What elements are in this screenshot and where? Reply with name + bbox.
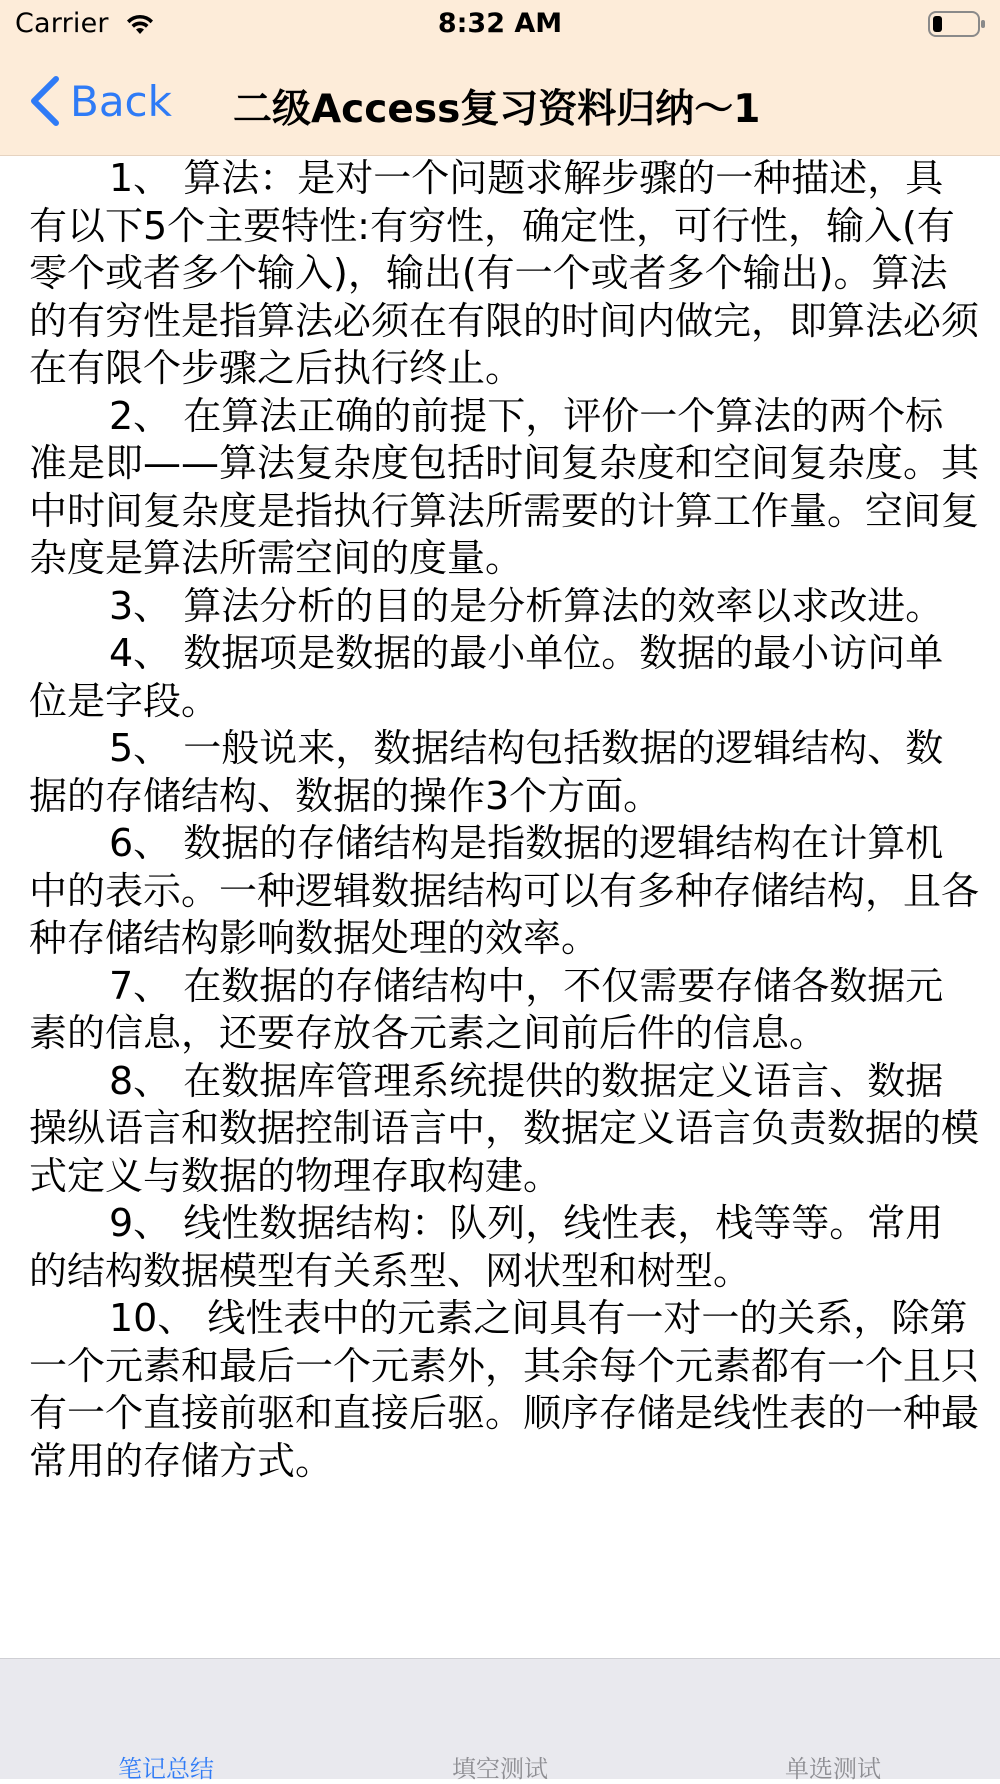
tab-single-choice-test[interactable]: 单选测试 [785,1755,881,1783]
navigation-bar [0,50,1000,155]
back-label: Back [70,76,172,126]
note-paragraph-1: 1、 算法：是对一个问题求解步骤的一种描述，具有以下5个主要特性:有穷性，确定性，可行性，输入(有零个或者多个输入)，输出(有一个或者多个输出)。算法的有穷性是指算法必须在有限的时间内做完，即算法必须在有限个步骤之后执行终止。 [29,156,979,390]
note-paragraph-4: 4、 数据项是数据的最小单位。数据的最小访问单位是字段。 [29,631,944,723]
battery-icon [928,10,986,38]
note-paragraph-3: 3、 算法分析的目的是分析算法的效率以求改进。 [109,583,944,628]
note-paragraph-7: 7、 在数据的存储结构中，不仅需要存储各数据元素的信息，还要存放各元素之间前后件的信息。 [29,963,944,1055]
notes-content[interactable] [29,155,979,1655]
page-title: 二级Access复习资料归纳～1 [233,87,761,132]
back-button[interactable] [28,70,172,132]
status-time: 8:32 AM [437,8,563,39]
chevron-left-icon [28,75,62,127]
status-bar [0,0,1000,50]
tab-notes-summary[interactable]: 笔记总结 [118,1755,214,1783]
note-paragraph-8: 8、 在数据库管理系统提供的数据定义语言、数据操纵语言和数据控制语言中，数据定义语言负责数据的模式定义与数据的物理存取构建。 [29,1058,979,1198]
tab-fill-in-test[interactable]: 填空测试 [452,1755,548,1783]
carrier-label: Carrier [15,8,109,39]
note-paragraph-9: 9、 线性数据结构：队列，线性表，栈等等。常用的结构数据模型有关系型、网状型和树型。 [29,1201,944,1293]
note-paragraph-2: 2、 在算法正确的前提下，评价一个算法的两个标准是即——算法复杂度包括时间复杂度和空间复杂度。其中时间复杂度是指执行算法所需要的计算工作量。空间复杂度是算法所需空间的度量。 [29,393,979,580]
note-paragraph-6: 6、 数据的存储结构是指数据的逻辑结构在计算机中的表示。一种逻辑数据结构可以有多种存储结构，且各种存储结构影响数据处理的效率。 [29,821,979,960]
note-paragraph-10: 10、 线性表中的元素之间具有一对一的关系，除第一个元素和最后一个元素外，其余每个元素都有一个且只有一个直接前驱和直接后驱。顺序存储是线性表的一种最常用的存储方式。 [29,1296,979,1483]
tab-bar [0,1658,1000,1783]
top-bar [0,0,1000,156]
note-paragraph-5: 5、 一般说来，数据结构包括数据的逻辑结构、数据的存储结构、数据的操作3个方面。 [29,726,944,818]
